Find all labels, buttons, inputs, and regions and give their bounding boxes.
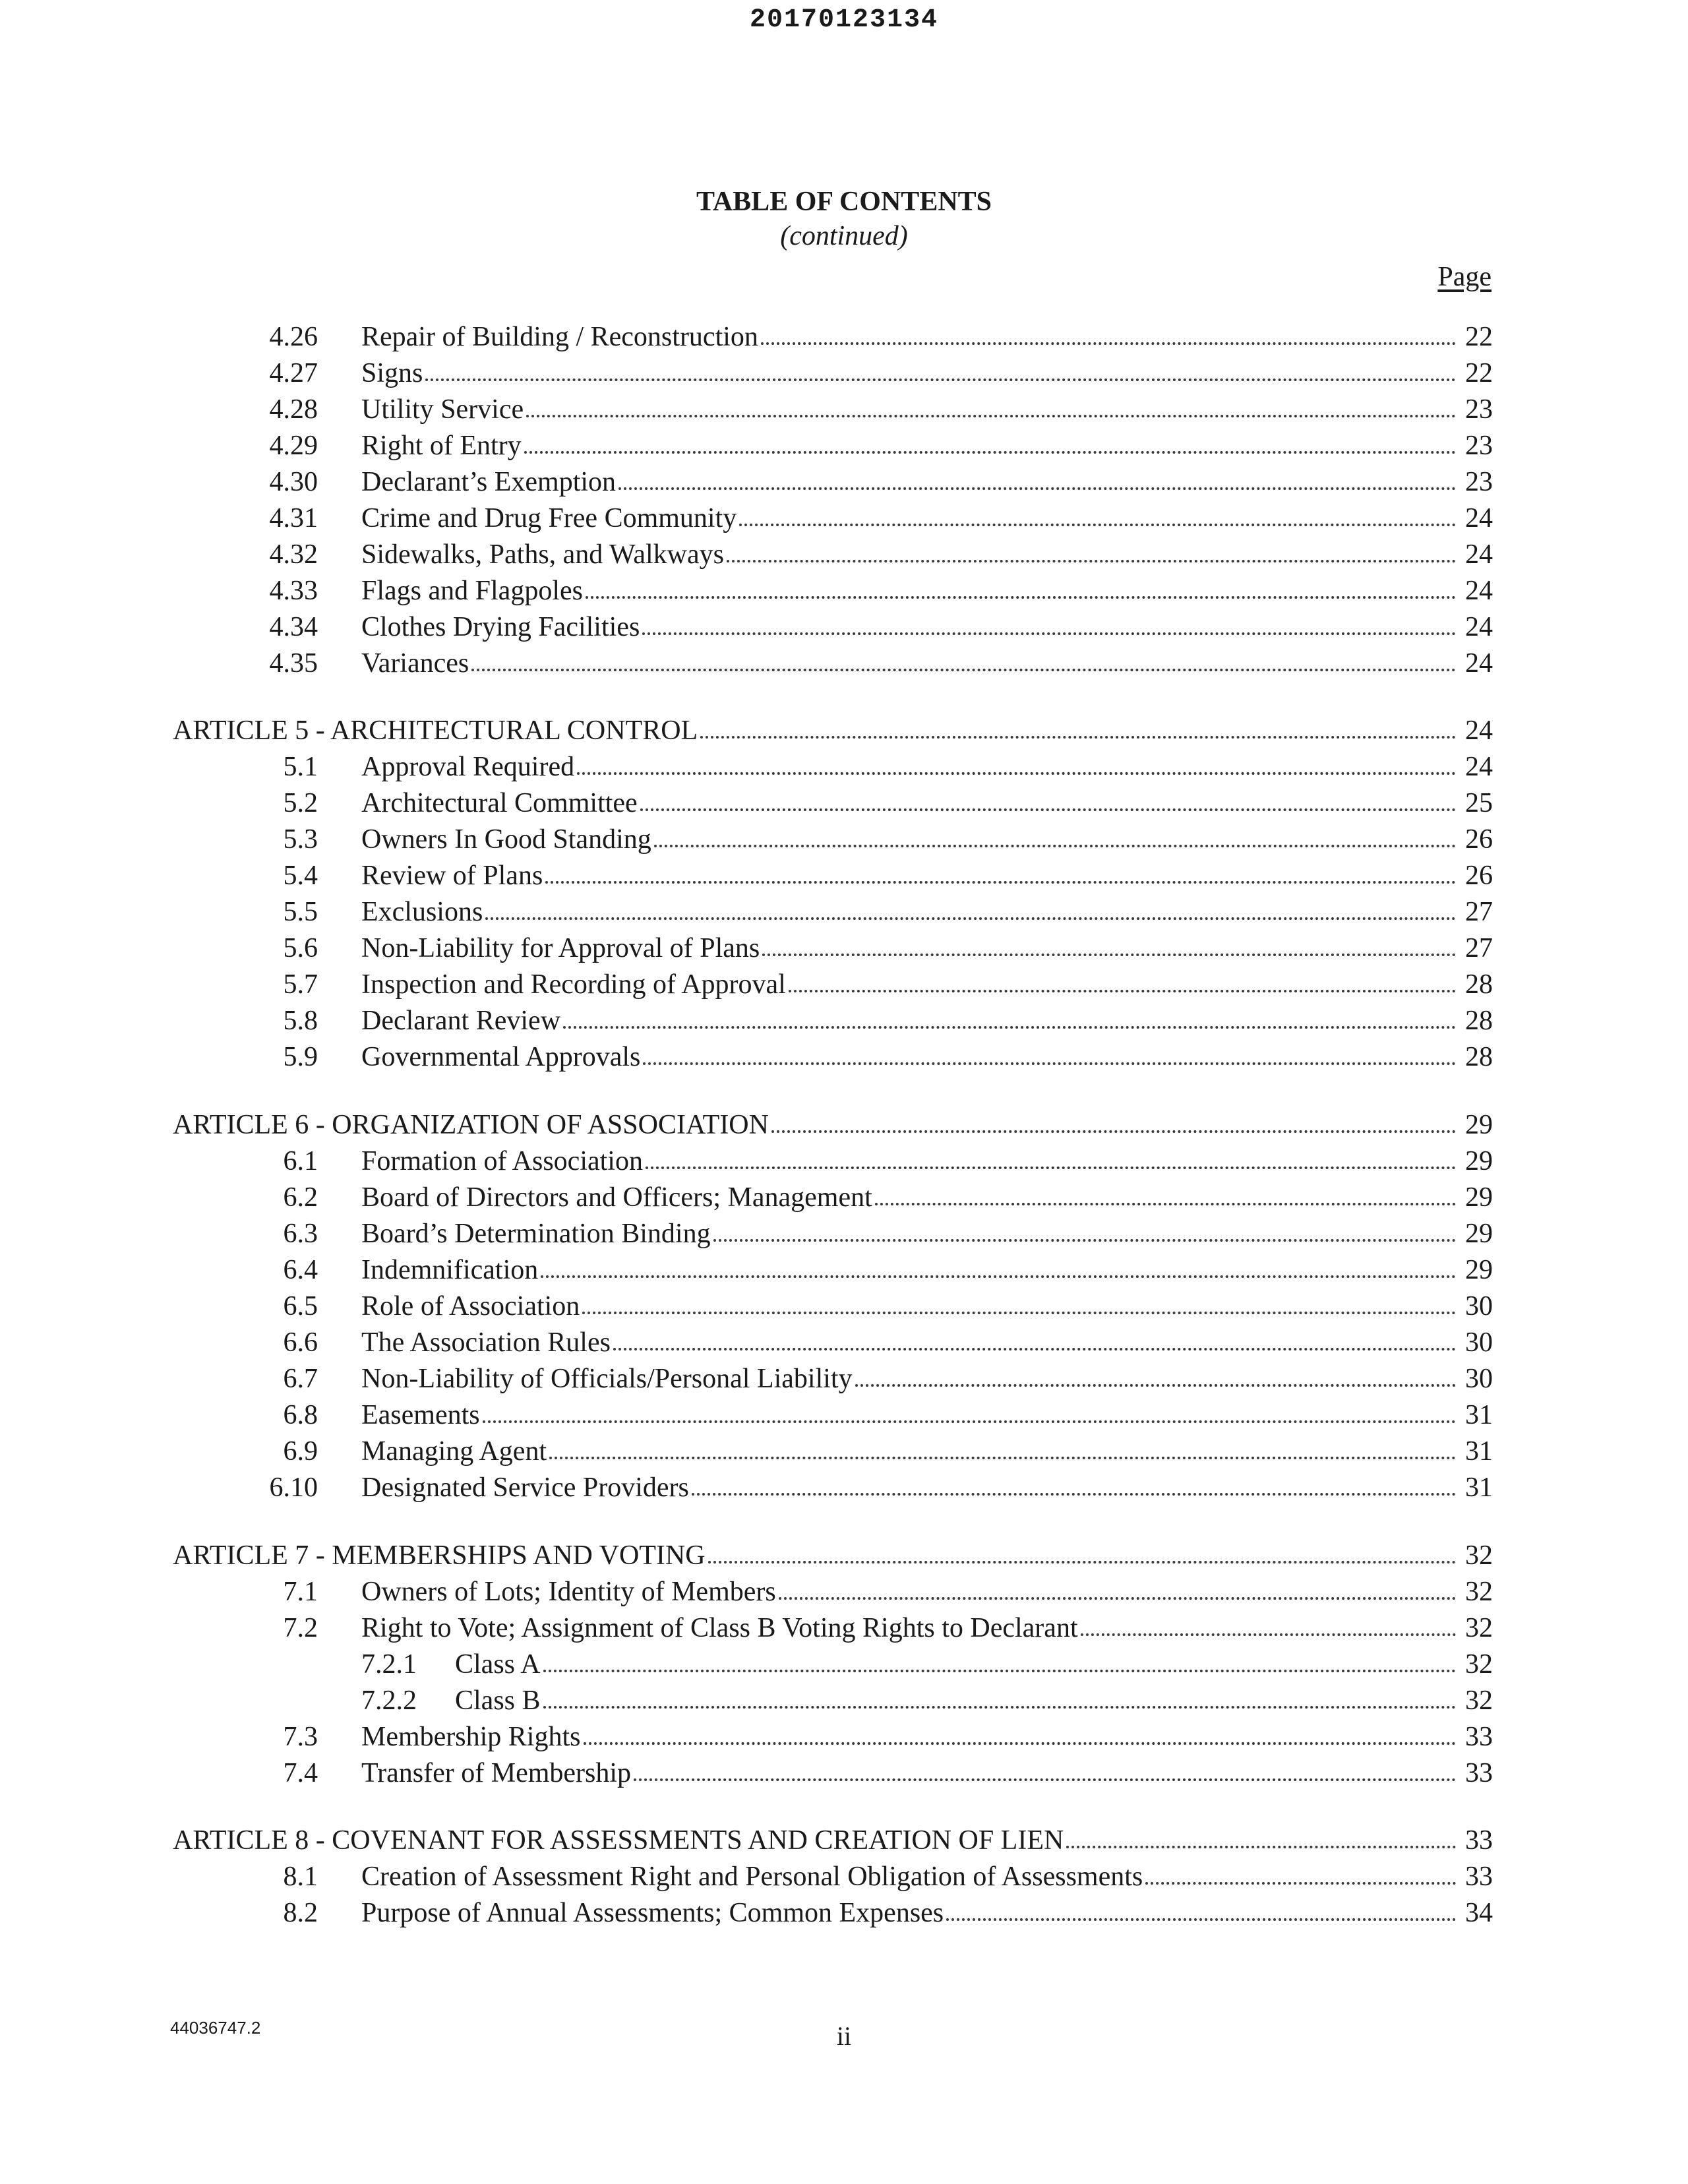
toc-entry-number: 6.9 <box>283 1436 318 1467</box>
toc-entry-page: 24 <box>1465 715 1493 746</box>
toc-entry-title: ARTICLE 6 - ORGANIZATION OF ASSOCIATION <box>173 1110 769 1140</box>
toc-entry-title: Board of Directors and Officers; Management <box>361 1182 872 1213</box>
toc-entry-page: 33 <box>1465 1722 1493 1752</box>
toc-entry-page: 31 <box>1465 1400 1493 1430</box>
toc-entry-number: 4.31 <box>269 503 318 533</box>
toc-entry-page: 23 <box>1465 431 1493 461</box>
toc-entry-number: 4.29 <box>269 431 318 461</box>
toc-entry-page: 31 <box>1465 1472 1493 1503</box>
page-column-label: Page <box>1437 262 1492 292</box>
toc-entry-title: Easements <box>361 1400 480 1430</box>
toc-entry <box>283 895 1493 929</box>
dot-leader <box>771 1130 1456 1133</box>
toc-entry-number: 4.35 <box>269 648 318 679</box>
toc-entry-page: 31 <box>1465 1436 1493 1467</box>
toc-entry-page: 26 <box>1465 861 1493 891</box>
toc-entry-page: 34 <box>1465 1898 1493 1928</box>
toc-entry-title: Creation of Assessment Right and Personal Obligation of Assessments <box>361 1862 1143 1892</box>
toc-entry-page: 29 <box>1465 1255 1493 1285</box>
toc-entry-page: 32 <box>1465 1613 1493 1643</box>
toc-entry-page: 33 <box>1465 1758 1493 1788</box>
toc-entry <box>283 822 1493 857</box>
dot-leader <box>761 342 1456 345</box>
toc-entry-title: Architectural Committee <box>361 788 638 818</box>
toc-entry-number: 8.1 <box>283 1862 318 1892</box>
toc-entry-title: Variances <box>361 648 469 679</box>
toc-entry-title: Right of Entry <box>361 431 522 461</box>
dot-leader <box>586 596 1456 599</box>
toc-entry <box>283 1144 1493 1178</box>
toc-article-heading <box>173 713 1493 748</box>
toc-entry-page: 33 <box>1465 1862 1493 1892</box>
toc-entry <box>269 574 1493 608</box>
dot-leader <box>577 772 1456 775</box>
dot-leader <box>739 524 1456 526</box>
toc-entry-title: ARTICLE 8 - COVENANT FOR ASSESSMENTS AND CREATION OF LIEN <box>173 1825 1064 1856</box>
toc-subentry <box>361 1684 1493 1718</box>
toc-entry-number: 7.2 <box>283 1613 318 1643</box>
toc-entry-page: 24 <box>1465 539 1493 570</box>
toc-entry-page: 32 <box>1465 1685 1493 1716</box>
toc-entry-title: ARTICLE 5 - ARCHITECTURAL CONTROL <box>173 715 698 746</box>
dot-leader <box>789 990 1456 992</box>
dot-leader <box>946 1918 1456 1921</box>
dot-leader <box>708 1561 1456 1563</box>
toc-entry <box>269 429 1493 463</box>
dot-leader <box>762 954 1456 956</box>
toc-entry-number: 5.5 <box>283 897 318 927</box>
toc-article-heading <box>173 1823 1493 1858</box>
toc-entry <box>283 1362 1493 1396</box>
toc-entry-number: 6.8 <box>283 1400 318 1430</box>
toc-article-heading <box>173 1538 1493 1573</box>
toc-entry <box>269 1471 1493 1505</box>
toc-entry <box>283 1611 1493 1645</box>
toc-entry-number: 7.2.2 <box>361 1685 417 1716</box>
toc-entry <box>283 1756 1493 1790</box>
dot-leader <box>618 487 1456 490</box>
toc-entry <box>283 1434 1493 1469</box>
toc-entry-number: 7.4 <box>283 1758 318 1788</box>
toc-entry-title: Transfer of Membership <box>361 1758 632 1788</box>
toc-entry-page: 22 <box>1465 322 1493 352</box>
toc-entry-title: Membership Rights <box>361 1722 581 1752</box>
toc-entry <box>283 1253 1493 1287</box>
dot-leader <box>425 379 1456 381</box>
toc-entry <box>269 646 1493 681</box>
toc-entry <box>283 1180 1493 1215</box>
toc-entry-number: 5.4 <box>283 861 318 891</box>
toc-entry <box>283 1398 1493 1432</box>
toc-entry <box>269 356 1493 390</box>
toc-entry-number: 6.3 <box>283 1219 318 1249</box>
toc-entry-title: Flags and Flagpoles <box>361 576 583 606</box>
dot-leader <box>640 808 1456 811</box>
toc-entry-number: 5.1 <box>283 752 318 782</box>
toc-entry-number: 6.10 <box>269 1472 318 1503</box>
toc-entry <box>269 537 1493 572</box>
toc-entry-title: Role of Association <box>361 1291 580 1321</box>
toc-entry-title: Repair of Building / Reconstruction <box>361 322 758 352</box>
toc-entry-title: Declarant Review <box>361 1006 561 1036</box>
toc-entry-title: Purpose of Annual Assessments; Common Expenses <box>361 1898 944 1928</box>
toc-entry <box>283 1004 1493 1038</box>
toc-entry-page: 30 <box>1465 1364 1493 1394</box>
toc-entry-page: 29 <box>1465 1182 1493 1213</box>
dot-leader <box>582 1312 1456 1314</box>
dot-leader <box>727 560 1456 562</box>
toc-entry-title: Approval Required <box>361 752 575 782</box>
toc-entry <box>283 859 1493 893</box>
toc-entry-page: 32 <box>1465 1577 1493 1607</box>
toc-entry-number: 5.8 <box>283 1006 318 1036</box>
toc-entry-title: Non-Liability for Approval of Plans <box>361 933 760 963</box>
dot-leader <box>642 632 1456 635</box>
dot-leader <box>1145 1882 1456 1885</box>
dot-leader <box>700 736 1456 739</box>
toc-entry <box>283 1289 1493 1323</box>
toc-entry-number: 5.6 <box>283 933 318 963</box>
dot-leader <box>545 881 1456 884</box>
toc-entry-number: 6.4 <box>283 1255 318 1285</box>
dot-leader <box>779 1597 1456 1600</box>
toc-entry-title: Review of Plans <box>361 861 543 891</box>
toc-entry-page: 24 <box>1465 612 1493 642</box>
toc-entry-title: Declarant’s Exemption <box>361 467 617 497</box>
toc-entry-page: 28 <box>1465 969 1493 1000</box>
document-number: 20170123134 <box>749 5 939 35</box>
toc-entry-page: 29 <box>1465 1219 1493 1249</box>
dot-leader <box>563 1026 1456 1029</box>
toc-entry-page: 24 <box>1465 503 1493 533</box>
toc-entry <box>269 392 1493 427</box>
dot-leader <box>543 1670 1456 1672</box>
toc-entry-title: Inspection and Recording of Approval <box>361 969 786 1000</box>
dot-leader <box>526 415 1456 417</box>
dot-leader <box>654 845 1456 847</box>
toc-entry-number: 7.1 <box>283 1577 318 1607</box>
toc-entry-number: 4.30 <box>269 467 318 497</box>
toc-entry <box>283 931 1493 965</box>
toc-entry-page: 33 <box>1465 1825 1493 1856</box>
toc-entry <box>283 1325 1493 1360</box>
toc-entry-number: 6.6 <box>283 1327 318 1358</box>
toc-entry-page: 27 <box>1465 897 1493 927</box>
dot-leader <box>875 1203 1456 1205</box>
toc-entry-page: 23 <box>1465 467 1493 497</box>
toc-entry <box>283 1217 1493 1251</box>
toc-entry-page: 22 <box>1465 358 1493 388</box>
dot-leader <box>613 1348 1456 1350</box>
toc-entry-page: 24 <box>1465 576 1493 606</box>
toc-entry-title: Signs <box>361 358 423 388</box>
dot-leader <box>646 1167 1456 1169</box>
toc-entry <box>269 465 1493 499</box>
toc-entry-page: 24 <box>1465 648 1493 679</box>
toc-entry-title: Owners In Good Standing <box>361 824 651 855</box>
dot-leader <box>483 1420 1456 1423</box>
toc-entry-number: 5.7 <box>283 969 318 1000</box>
toc-entry-title: Sidewalks, Paths, and Walkways <box>361 539 724 570</box>
toc-subentry <box>361 1647 1493 1682</box>
dot-leader <box>485 917 1456 920</box>
toc-entry-page: 28 <box>1465 1042 1493 1072</box>
toc-entry-page: 29 <box>1465 1146 1493 1176</box>
toc-entry <box>283 786 1493 820</box>
toc-entry-number: 4.27 <box>269 358 318 388</box>
toc-entry-page: 29 <box>1465 1110 1493 1140</box>
toc-entry-number: 4.32 <box>269 539 318 570</box>
toc-entry <box>283 1040 1493 1074</box>
toc-entry-title: Board’s Determination Binding <box>361 1219 711 1249</box>
toc-entry-page: 23 <box>1465 394 1493 425</box>
toc-entry-number: 6.2 <box>283 1182 318 1213</box>
toc-entry-page: 30 <box>1465 1327 1493 1358</box>
dot-leader <box>471 669 1456 671</box>
toc-entry-title: Exclusions <box>361 897 483 927</box>
toc-entry-title: Designated Service Providers <box>361 1472 689 1503</box>
toc-entry-page: 32 <box>1465 1649 1493 1680</box>
toc-entry-page: 27 <box>1465 933 1493 963</box>
dot-leader <box>855 1384 1456 1387</box>
toc-entry-page: 25 <box>1465 788 1493 818</box>
toc-entry-title: Non-Liability of Officials/Personal Liability <box>361 1364 853 1394</box>
toc-entry-number: 4.34 <box>269 612 318 642</box>
toc-entry-number: 5.2 <box>283 788 318 818</box>
dot-leader <box>584 1742 1457 1745</box>
toc-entry-number: 7.2.1 <box>361 1649 417 1680</box>
toc-entry-title: Governmental Approvals <box>361 1042 641 1072</box>
toc-entry-title: Indemnification <box>361 1255 539 1285</box>
toc-entry-title: Utility Service <box>361 394 524 425</box>
dot-leader <box>692 1493 1456 1496</box>
toc-entry-number: 6.5 <box>283 1291 318 1321</box>
toc-entry <box>283 1860 1493 1894</box>
toc-entry-title: Class A <box>455 1649 541 1680</box>
toc-entry-title: Formation of Association <box>361 1146 643 1176</box>
footer-document-id: 44036747.2 <box>170 2018 261 2038</box>
dot-leader <box>543 1706 1456 1709</box>
toc-article-heading <box>173 1108 1493 1142</box>
toc-entry-number: 7.3 <box>283 1722 318 1752</box>
toc-entry-number: 6.1 <box>283 1146 318 1176</box>
toc-entry <box>283 750 1493 784</box>
toc-entry-page: 32 <box>1465 1540 1493 1571</box>
dot-leader <box>1066 1846 1456 1848</box>
dot-leader <box>541 1275 1456 1278</box>
dot-leader <box>524 451 1456 454</box>
toc-entry-number: 5.3 <box>283 824 318 855</box>
toc-entry-page: 28 <box>1465 1006 1493 1036</box>
toc-entry-number: 4.26 <box>269 322 318 352</box>
page-subtitle: (continued) <box>780 221 908 251</box>
dot-leader <box>549 1457 1456 1459</box>
toc-entry-title: ARTICLE 7 - MEMBERSHIPS AND VOTING <box>173 1540 706 1571</box>
toc-entry-title: Managing Agent <box>361 1436 547 1467</box>
toc-entry-title: Owners of Lots; Identity of Members <box>361 1577 776 1607</box>
footer-page-number: ii <box>836 2021 852 2051</box>
dot-leader <box>1081 1633 1456 1636</box>
toc-entry-title: Class B <box>455 1685 541 1716</box>
page-title: TABLE OF CONTENTS <box>696 187 992 217</box>
toc-entry-title: Right to Vote; Assignment of Class B Voting Rights to Declarant <box>361 1613 1078 1643</box>
toc-entry-number: 5.9 <box>283 1042 318 1072</box>
toc-entry <box>283 967 1493 1002</box>
toc-entry <box>269 610 1493 644</box>
toc-entry-page: 24 <box>1465 752 1493 782</box>
dot-leader <box>643 1062 1456 1065</box>
toc-entry-number: 6.7 <box>283 1364 318 1394</box>
toc-entry-title: Clothes Drying Facilities <box>361 612 640 642</box>
toc-entry <box>283 1720 1493 1754</box>
toc-entry <box>269 320 1493 354</box>
dot-leader <box>634 1778 1456 1781</box>
toc-entry-number: 4.28 <box>269 394 318 425</box>
toc-entry-number: 8.2 <box>283 1898 318 1928</box>
toc-entry <box>283 1575 1493 1609</box>
dot-leader <box>713 1239 1456 1242</box>
toc-entry <box>269 501 1493 535</box>
toc-entry <box>283 1896 1493 1930</box>
toc-entry-page: 30 <box>1465 1291 1493 1321</box>
toc-entry-number: 4.33 <box>269 576 318 606</box>
toc-entry-title: Crime and Drug Free Community <box>361 503 737 533</box>
toc-entry-title: The Association Rules <box>361 1327 611 1358</box>
toc-entry-page: 26 <box>1465 824 1493 855</box>
